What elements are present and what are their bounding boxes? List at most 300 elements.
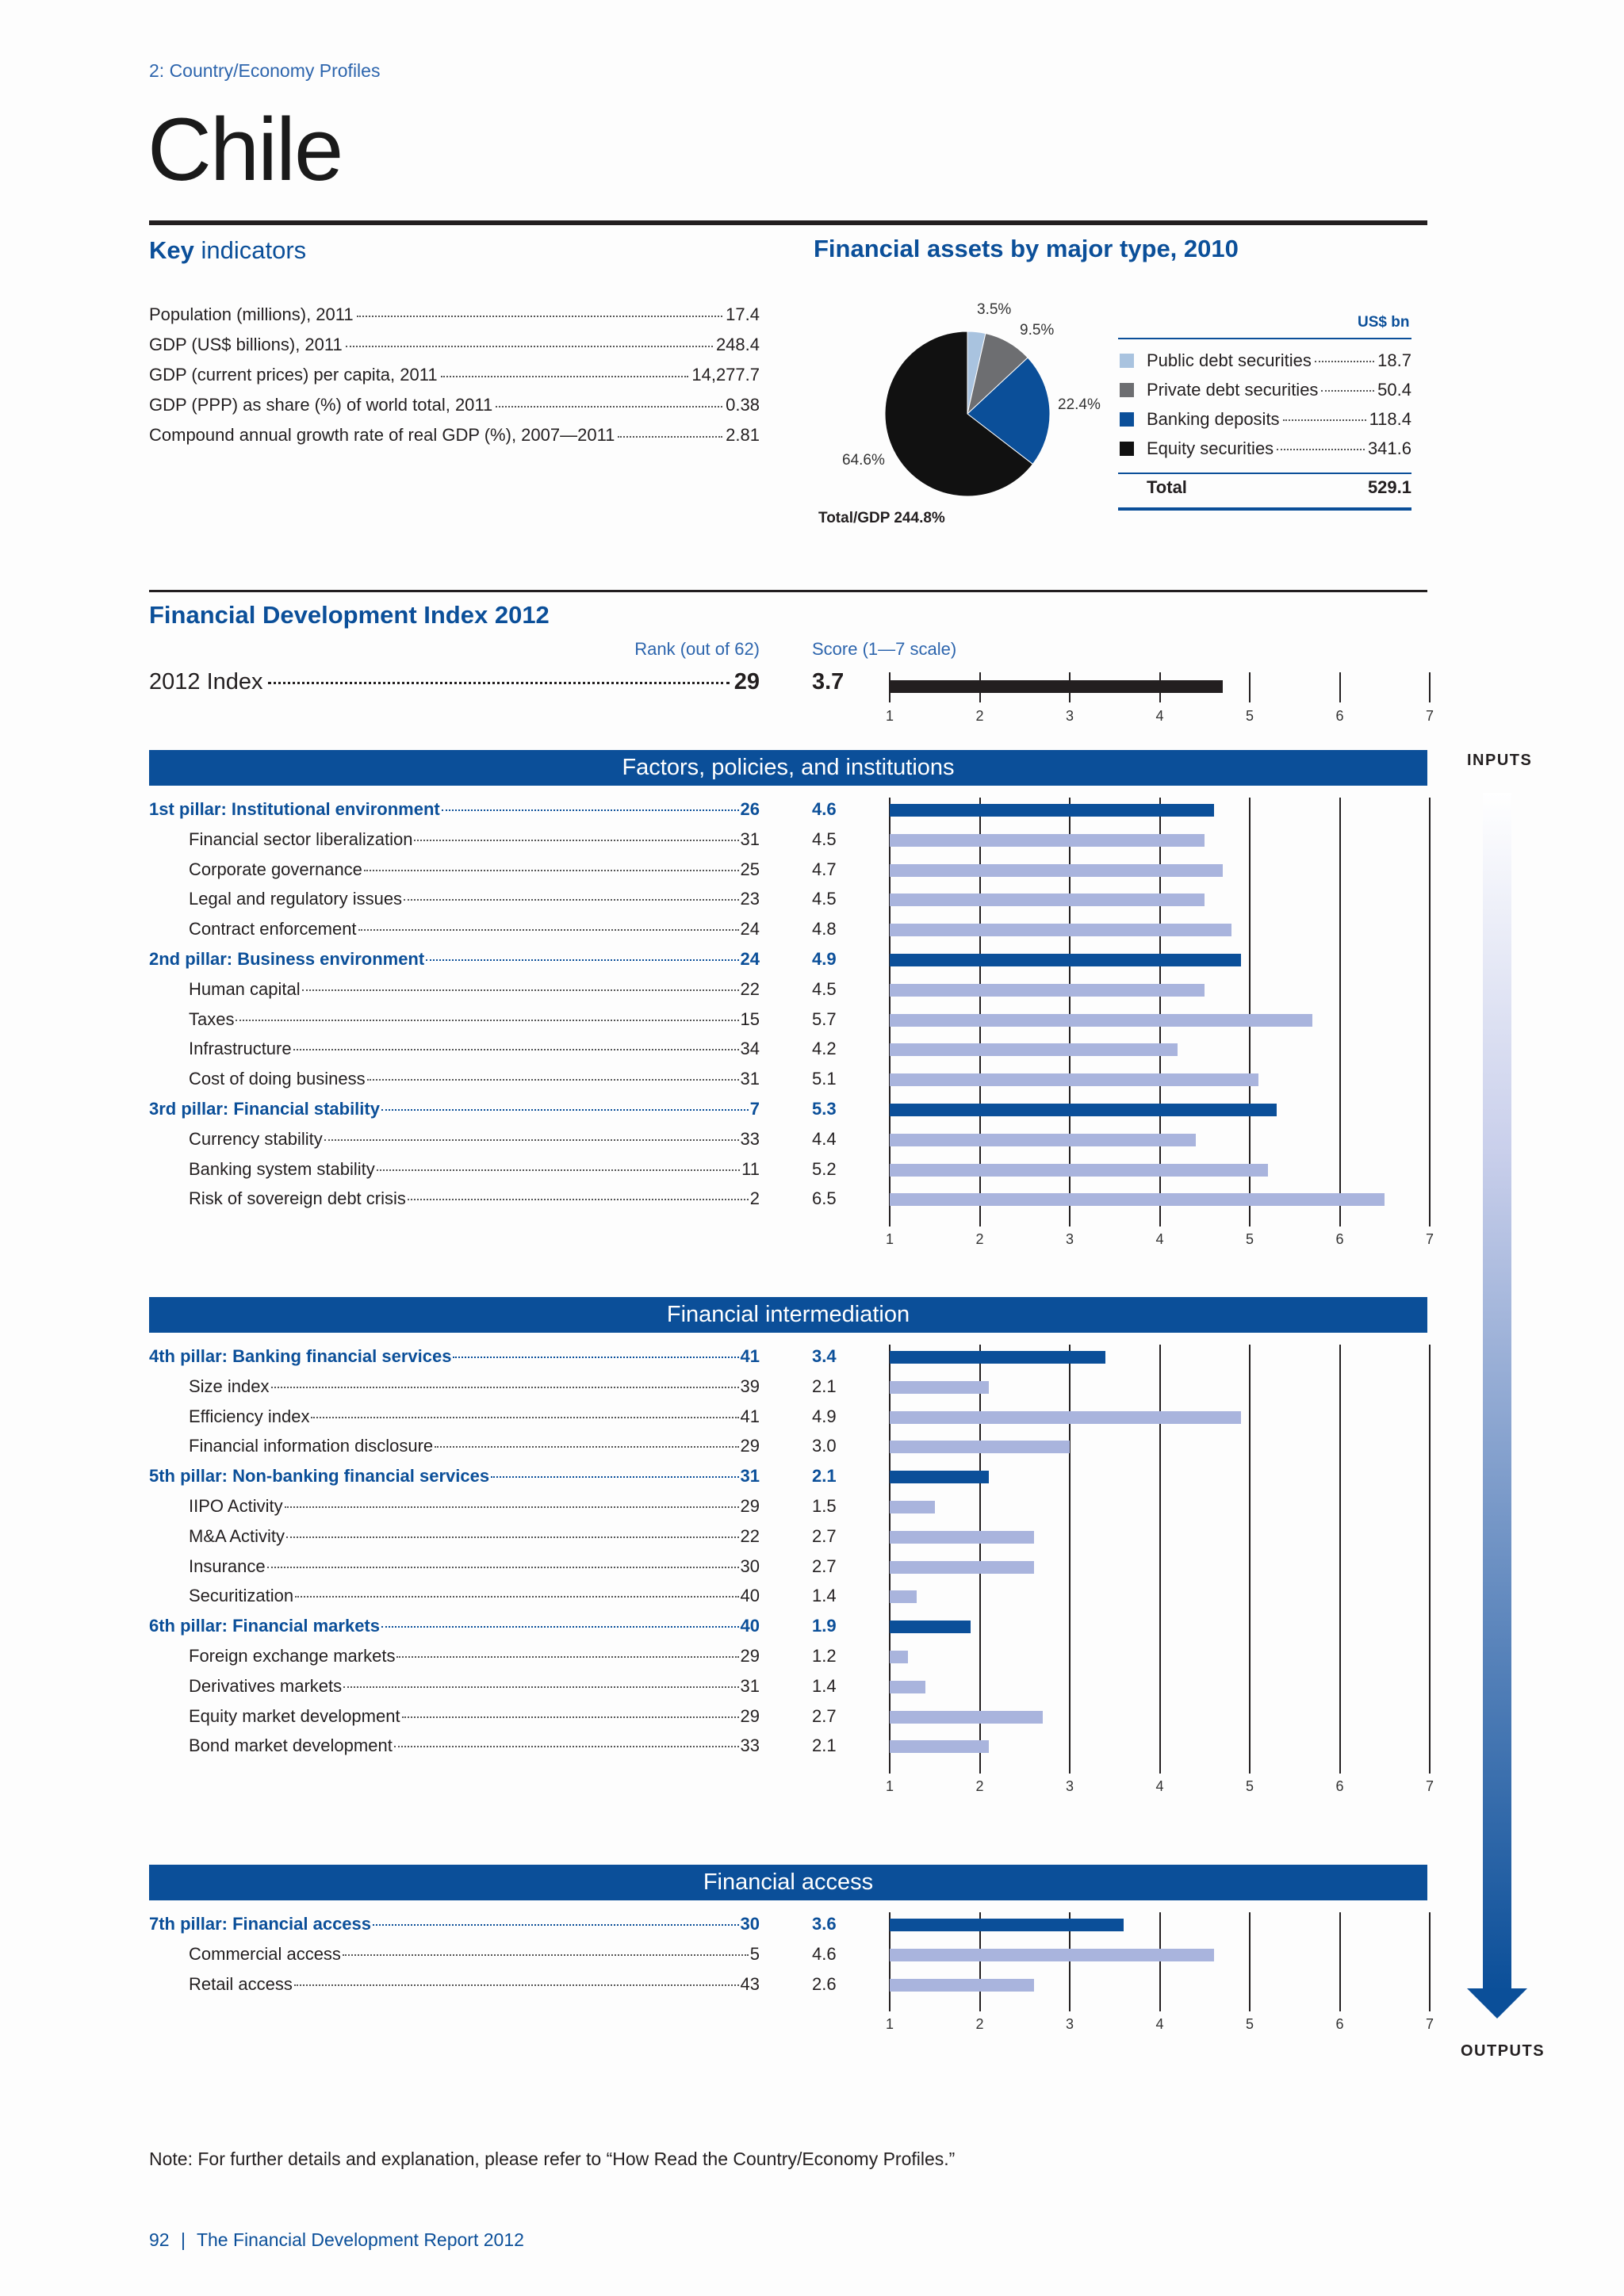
indicator-rank: 11 bbox=[741, 1158, 760, 1179]
section-gridline bbox=[979, 1345, 981, 1774]
indicator-score: 5.7 bbox=[812, 1008, 837, 1029]
pillar-label: 4th pillar: Banking financial services bbox=[149, 1346, 452, 1366]
indicator-row bbox=[149, 1436, 760, 1460]
legend-item bbox=[1120, 438, 1411, 459]
leader-dots bbox=[1283, 419, 1366, 421]
indicator-label: Banking system stability bbox=[189, 1158, 375, 1179]
section-tick-label: 4 bbox=[1155, 1778, 1164, 1795]
indicator-bar bbox=[890, 1043, 1178, 1056]
indicator-label: Human capital bbox=[189, 978, 301, 999]
indicator-row bbox=[149, 919, 760, 943]
score-header: Score (1—7 scale) bbox=[812, 639, 957, 659]
index-tick-label: 3 bbox=[1065, 708, 1074, 724]
pillar-score: 1.9 bbox=[812, 1616, 837, 1636]
indicator-score: 4.5 bbox=[812, 828, 837, 849]
leader-dots bbox=[346, 346, 713, 347]
leader-dots bbox=[358, 929, 739, 931]
indicator-score: 2.7 bbox=[812, 1705, 837, 1726]
pillar-row bbox=[149, 949, 760, 973]
legend-item bbox=[1120, 380, 1411, 400]
pie-label-equity: 64.6% bbox=[842, 452, 885, 469]
pillar-rank: 41 bbox=[740, 1346, 760, 1366]
index-tick-label: 5 bbox=[1245, 708, 1254, 724]
indicator-row bbox=[149, 1129, 760, 1153]
indicator-label: Insurance bbox=[189, 1556, 266, 1576]
indicator-row bbox=[149, 1586, 760, 1609]
pillar-score: 5.3 bbox=[812, 1099, 837, 1119]
pillar-row bbox=[149, 1099, 760, 1123]
indicator-bar bbox=[890, 1134, 1196, 1146]
leader-dots bbox=[377, 1169, 740, 1171]
indicator-bar bbox=[890, 1381, 989, 1394]
section-tick-label: 5 bbox=[1245, 1231, 1254, 1248]
section-tick-label: 5 bbox=[1245, 1778, 1254, 1795]
legend-bottom-rule bbox=[1118, 507, 1411, 511]
index-row bbox=[149, 669, 760, 695]
index-score: 3.7 bbox=[812, 669, 845, 695]
indicator-bar bbox=[890, 864, 1223, 877]
indicator-row bbox=[149, 1646, 760, 1670]
indicator-bar bbox=[890, 1561, 1034, 1574]
indicator-label: Foreign exchange markets bbox=[189, 1646, 396, 1666]
indicator-bar bbox=[890, 1014, 1312, 1027]
index-bar bbox=[890, 680, 1223, 693]
leader-dots bbox=[441, 376, 689, 377]
indicator-label: Financial information disclosure bbox=[189, 1436, 434, 1456]
key-indicator-value: 0.38 bbox=[726, 395, 760, 415]
key-indicator-value: 17.4 bbox=[726, 304, 760, 324]
pillar-bar bbox=[890, 1621, 971, 1633]
footer bbox=[149, 2229, 524, 2251]
pillar-score: 3.6 bbox=[812, 1914, 837, 1934]
indicator-rank: 31 bbox=[740, 828, 760, 849]
indicator-score: 2.7 bbox=[812, 1556, 837, 1576]
section-gridline bbox=[979, 798, 981, 1226]
leader-dots bbox=[271, 1387, 739, 1388]
indicator-score: 1.5 bbox=[812, 1496, 837, 1516]
key-indicator-label: GDP (PPP) as share (%) of world total, 2011 bbox=[149, 395, 493, 415]
leader-dots bbox=[286, 1536, 738, 1538]
section-tick-label: 1 bbox=[885, 1231, 894, 1248]
legend-swatch bbox=[1120, 383, 1134, 397]
indicator-label: M&A Activity bbox=[189, 1525, 285, 1546]
pillar-label: 7th pillar: Financial access bbox=[149, 1914, 372, 1934]
indicator-rank: 31 bbox=[740, 1069, 760, 1089]
key-indicator-value: 248.4 bbox=[715, 335, 760, 354]
indicator-row bbox=[149, 829, 760, 853]
pillar-row bbox=[149, 1616, 760, 1640]
indicator-rank: 22 bbox=[740, 978, 760, 999]
total-gdp-label: Total/GDP 244.8% bbox=[818, 510, 945, 526]
leader-dots bbox=[618, 436, 722, 438]
section-gridline bbox=[1249, 1912, 1251, 2011]
indicator-bar bbox=[890, 1979, 1034, 1992]
pillar-rank: 24 bbox=[740, 949, 760, 969]
indicator-row bbox=[149, 1735, 760, 1759]
leader-dots bbox=[1321, 390, 1374, 392]
index-label: 2012 Index bbox=[149, 669, 263, 695]
indicator-label: Efficiency index bbox=[189, 1406, 310, 1426]
key-indicator-value: 2.81 bbox=[726, 425, 760, 445]
pillar-bar bbox=[890, 804, 1214, 817]
indicator-bar bbox=[890, 924, 1231, 936]
pillar-bar bbox=[890, 954, 1241, 966]
indicator-label: Cost of doing business bbox=[189, 1069, 366, 1089]
section-band: Financial access bbox=[149, 1865, 1427, 1900]
indicator-row bbox=[149, 1159, 760, 1183]
section-gridline bbox=[1339, 1912, 1341, 2011]
indicator-bar bbox=[890, 1681, 925, 1693]
indicator-row bbox=[149, 1376, 760, 1400]
indicator-score: 4.5 bbox=[812, 889, 837, 909]
indicator-row bbox=[149, 1496, 760, 1520]
note: Note: For further details and explanation, please refer to “How Read the Country/Economy Profiles.” bbox=[149, 2149, 956, 2169]
indicator-row bbox=[149, 1009, 760, 1033]
indicator-rank: 40 bbox=[740, 1586, 760, 1606]
indicator-label: Financial sector liberalization bbox=[189, 828, 413, 849]
indicator-row bbox=[149, 1188, 760, 1212]
indicator-score: 5.1 bbox=[812, 1069, 837, 1089]
leader-dots bbox=[453, 1357, 738, 1358]
section-tick-label: 3 bbox=[1065, 2016, 1074, 2033]
indicator-rank: 33 bbox=[740, 1735, 760, 1756]
section-tick-label: 2 bbox=[975, 1778, 984, 1795]
leader-dots bbox=[295, 1596, 738, 1598]
section-gridline bbox=[1429, 1912, 1431, 2011]
leader-dots bbox=[435, 1446, 738, 1448]
section-tick-label: 1 bbox=[885, 1778, 894, 1795]
pillar-score: 2.1 bbox=[812, 1466, 837, 1487]
pillar-label: 1st pillar: Institutional environment bbox=[149, 799, 440, 819]
indicator-row bbox=[149, 1944, 760, 1968]
indicator-bar bbox=[890, 1651, 908, 1663]
leader-dots bbox=[396, 1656, 738, 1658]
pillar-label: 5th pillar: Non-banking financial services bbox=[149, 1466, 490, 1487]
indicator-row bbox=[149, 979, 760, 1003]
key-indicator-row bbox=[149, 365, 760, 385]
top-rule bbox=[149, 220, 1427, 225]
indicator-rank: 43 bbox=[740, 1973, 760, 1994]
pie-label-public-debt: 3.5% bbox=[977, 301, 1012, 318]
leader-dots bbox=[394, 1746, 739, 1747]
leader-dots bbox=[491, 1476, 738, 1478]
indicator-rank: 31 bbox=[740, 1675, 760, 1696]
indicator-score: 4.8 bbox=[812, 919, 837, 939]
indicator-label: Corporate governance bbox=[189, 859, 362, 879]
indicator-rank: 15 bbox=[740, 1008, 760, 1029]
indicator-rank: 25 bbox=[740, 859, 760, 879]
section-tick-label: 7 bbox=[1425, 1778, 1434, 1795]
footer-title: The Financial Development Report 2012 bbox=[196, 2229, 524, 2250]
indicator-rank: 5 bbox=[749, 1943, 760, 1964]
section-tick-label: 1 bbox=[885, 2016, 894, 2033]
legend-value: 341.6 bbox=[1367, 438, 1411, 458]
pie-label-banking-deposits: 22.4% bbox=[1058, 396, 1101, 413]
indicator-label: Risk of sovereign debt crisis bbox=[189, 1188, 406, 1209]
indicator-rank: 29 bbox=[740, 1705, 760, 1726]
section-tick-label: 6 bbox=[1335, 1231, 1344, 1248]
indicator-bar bbox=[890, 1949, 1214, 1961]
pillar-bar bbox=[890, 1471, 989, 1483]
pillar-rank: 31 bbox=[740, 1466, 760, 1487]
indicator-row bbox=[149, 1406, 760, 1430]
leader-dots bbox=[381, 1109, 749, 1111]
leader-dots bbox=[285, 1506, 739, 1508]
indicator-bar bbox=[890, 1164, 1268, 1177]
pillar-row bbox=[149, 799, 760, 823]
leader-dots bbox=[293, 1049, 739, 1050]
section-gridline bbox=[1249, 1345, 1251, 1774]
indicator-rank: 33 bbox=[740, 1128, 760, 1149]
indicator-score: 4.5 bbox=[812, 978, 837, 999]
section-gridline bbox=[1159, 1912, 1161, 2011]
pillar-bar bbox=[890, 1104, 1277, 1116]
leader-dots bbox=[302, 989, 739, 991]
key-indicators-title bbox=[149, 236, 306, 265]
section-tick-label: 6 bbox=[1335, 2016, 1344, 2033]
section-gridline bbox=[1429, 1345, 1431, 1774]
legend-value: 118.4 bbox=[1369, 409, 1411, 429]
section-tick-label: 3 bbox=[1065, 1778, 1074, 1795]
indicator-rank: 22 bbox=[740, 1525, 760, 1546]
indicator-score: 2.6 bbox=[812, 1973, 837, 1994]
leader-dots bbox=[381, 1626, 739, 1628]
section-gridline bbox=[1159, 798, 1161, 1226]
indicator-rank: 24 bbox=[740, 919, 760, 939]
indicator-bar bbox=[890, 1740, 989, 1753]
key-indicator-row bbox=[149, 335, 760, 355]
indicator-row bbox=[149, 1526, 760, 1550]
section-band: Financial intermediation bbox=[149, 1297, 1427, 1333]
indicator-bar bbox=[890, 1073, 1258, 1086]
section-tick-label: 5 bbox=[1245, 2016, 1254, 2033]
indicator-rank: 29 bbox=[740, 1496, 760, 1516]
inputs-label: INPUTS bbox=[1467, 752, 1533, 769]
pillar-label: 2nd pillar: Business environment bbox=[149, 949, 425, 969]
leader-dots bbox=[367, 1079, 739, 1081]
section-tick-label: 3 bbox=[1065, 1231, 1074, 1248]
legend-swatch bbox=[1120, 442, 1134, 456]
legend-label: Equity securities bbox=[1147, 438, 1274, 458]
section-tick-label: 6 bbox=[1335, 1778, 1344, 1795]
pillar-rank: 7 bbox=[749, 1099, 760, 1119]
leader-dots bbox=[1315, 361, 1374, 362]
section-tick-label: 7 bbox=[1425, 1231, 1434, 1248]
leader-dots bbox=[1277, 449, 1365, 450]
indicator-score: 1.4 bbox=[812, 1586, 837, 1606]
indicator-bar bbox=[890, 1711, 1043, 1724]
indicator-label: Legal and regulatory issues bbox=[189, 889, 403, 909]
index-tick-label: 7 bbox=[1425, 708, 1434, 724]
inputs-outputs-arrow-icon bbox=[1467, 793, 1527, 2030]
legend-item bbox=[1120, 350, 1411, 371]
indicator-rank: 41 bbox=[740, 1406, 760, 1426]
footer-separator: | bbox=[180, 2229, 186, 2250]
indicator-label: Equity market development bbox=[189, 1705, 400, 1726]
leader-dots bbox=[267, 1567, 739, 1568]
indicator-score: 2.1 bbox=[812, 1376, 837, 1396]
outputs-label: OUTPUTS bbox=[1461, 2042, 1545, 2060]
leader-dots bbox=[364, 870, 739, 871]
indicator-bar bbox=[890, 1501, 935, 1513]
section-tick-label: 4 bbox=[1155, 2016, 1164, 2033]
indicator-label: Infrastructure bbox=[189, 1039, 292, 1059]
pillar-rank: 26 bbox=[740, 799, 760, 819]
indicator-score: 4.6 bbox=[812, 1943, 837, 1964]
indicator-row bbox=[149, 1039, 760, 1062]
indicator-label: Size index bbox=[189, 1376, 270, 1396]
pillar-bar bbox=[890, 1351, 1105, 1364]
indicator-score: 4.9 bbox=[812, 1406, 837, 1426]
leader-dots bbox=[311, 1417, 738, 1418]
financial-assets-pie-chart bbox=[880, 327, 1055, 501]
indicator-label: Taxes bbox=[189, 1008, 235, 1029]
indicator-score: 3.0 bbox=[812, 1436, 837, 1456]
legend-value: 18.7 bbox=[1377, 350, 1411, 370]
key-indicators-title-rest: indicators bbox=[201, 236, 307, 264]
legend-swatch bbox=[1120, 354, 1134, 368]
indicator-label: Currency stability bbox=[189, 1128, 323, 1149]
index-tick-label: 1 bbox=[885, 708, 894, 724]
leader-dots bbox=[373, 1924, 739, 1926]
indicator-bar bbox=[890, 1411, 1241, 1424]
index-tick-label: 4 bbox=[1155, 708, 1164, 724]
leader-dots bbox=[408, 1199, 749, 1200]
indicator-bar bbox=[890, 1531, 1034, 1544]
leader-dots bbox=[324, 1139, 739, 1141]
section-gridline bbox=[1069, 1345, 1071, 1774]
pillar-score: 4.9 bbox=[812, 949, 837, 969]
pillar-rank: 40 bbox=[740, 1616, 760, 1636]
pillar-label: 6th pillar: Financial markets bbox=[149, 1616, 380, 1636]
index-gridline bbox=[1429, 672, 1431, 702]
indicator-rank: 39 bbox=[740, 1376, 760, 1396]
section-gridline bbox=[1339, 1345, 1341, 1774]
indicator-score: 5.2 bbox=[812, 1158, 837, 1179]
pillar-row bbox=[149, 1466, 760, 1490]
key-indicators-title-bold: Key bbox=[149, 236, 194, 264]
section-band: Factors, policies, and institutions bbox=[149, 750, 1427, 786]
indicator-row bbox=[149, 1974, 760, 1998]
legend-top-rule bbox=[1118, 338, 1411, 339]
section-gridline bbox=[889, 798, 891, 1226]
leader-dots bbox=[426, 959, 738, 961]
indicator-bar bbox=[890, 834, 1205, 847]
indicator-label: Retail access bbox=[189, 1973, 293, 1994]
fdi-title: Financial Development Index 2012 bbox=[149, 601, 550, 629]
indicator-row bbox=[149, 1069, 760, 1093]
index-gridline bbox=[1249, 672, 1251, 702]
section-gridline bbox=[1069, 798, 1071, 1226]
rank-header: Rank (out of 62) bbox=[634, 639, 760, 659]
key-indicator-label: Compound annual growth rate of real GDP (%), 2007—2011 bbox=[149, 425, 615, 445]
legend-label: Public debt securities bbox=[1147, 350, 1312, 370]
legend-total-value: 529.1 bbox=[1367, 477, 1411, 497]
indicator-label: Derivatives markets bbox=[189, 1675, 343, 1696]
indicator-score: 4.7 bbox=[812, 859, 837, 879]
indicator-rank: 30 bbox=[740, 1556, 760, 1576]
pillar-row bbox=[149, 1346, 760, 1370]
fdi-rule bbox=[149, 590, 1427, 592]
page-number: 92 bbox=[149, 2229, 170, 2250]
leader-dots bbox=[496, 406, 722, 408]
section-gridline bbox=[1429, 798, 1431, 1226]
indicator-bar bbox=[890, 1590, 917, 1603]
indicator-score: 4.2 bbox=[812, 1039, 837, 1059]
leader-dots bbox=[236, 1020, 738, 1021]
section-tick-label: 2 bbox=[975, 2016, 984, 2033]
key-indicator-row bbox=[149, 304, 760, 325]
key-indicator-row bbox=[149, 395, 760, 415]
indicator-row bbox=[149, 889, 760, 913]
indicator-label: Securitization bbox=[189, 1586, 294, 1606]
indicator-row bbox=[149, 859, 760, 883]
index-tick-label: 2 bbox=[975, 708, 984, 724]
section-tick-label: 4 bbox=[1155, 1231, 1164, 1248]
pillar-row bbox=[149, 1914, 760, 1938]
section-gridline bbox=[889, 1345, 891, 1774]
indicator-rank: 29 bbox=[740, 1436, 760, 1456]
key-indicator-label: GDP (US$ billions), 2011 bbox=[149, 335, 343, 354]
legend-total-rule bbox=[1118, 473, 1411, 474]
legend-label: Banking deposits bbox=[1147, 409, 1280, 429]
index-tick-label: 6 bbox=[1335, 708, 1344, 724]
indicator-label: Contract enforcement bbox=[189, 919, 357, 939]
indicator-bar bbox=[890, 984, 1205, 997]
section-tick-label: 7 bbox=[1425, 2016, 1434, 2033]
pie-label-private-debt: 9.5% bbox=[1020, 322, 1055, 339]
leader-dots bbox=[402, 1716, 739, 1718]
pillar-label: 3rd pillar: Financial stability bbox=[149, 1099, 380, 1119]
legend-total-label: Total bbox=[1147, 477, 1187, 497]
leader-dots bbox=[294, 1984, 739, 1986]
indicator-bar bbox=[890, 1441, 1070, 1453]
indicator-row bbox=[149, 1706, 760, 1730]
page-title: Chile bbox=[147, 100, 343, 199]
indicator-score: 2.1 bbox=[812, 1735, 837, 1756]
indicator-row bbox=[149, 1676, 760, 1700]
leader-dots bbox=[414, 840, 738, 841]
indicator-rank: 29 bbox=[740, 1646, 760, 1666]
unit-label: US$ bn bbox=[1358, 314, 1410, 331]
key-indicator-value: 14,277.7 bbox=[691, 365, 760, 385]
indicator-score: 2.7 bbox=[812, 1525, 837, 1546]
leader-dots bbox=[404, 899, 738, 901]
key-indicator-label: Population (millions), 2011 bbox=[149, 304, 354, 324]
pillar-bar bbox=[890, 1919, 1124, 1931]
indicator-score: 1.2 bbox=[812, 1646, 837, 1666]
pillar-score: 3.4 bbox=[812, 1346, 837, 1366]
indicator-score: 6.5 bbox=[812, 1188, 837, 1209]
indicator-score: 1.4 bbox=[812, 1675, 837, 1696]
indicator-bar bbox=[890, 1193, 1385, 1206]
financial-assets-title: Financial assets by major type, 2010 bbox=[814, 235, 1239, 262]
section-tick-label: 2 bbox=[975, 1231, 984, 1248]
indicator-label: Commercial access bbox=[189, 1943, 341, 1964]
legend-item bbox=[1120, 409, 1411, 430]
indicator-score: 4.4 bbox=[812, 1128, 837, 1149]
indicator-bar bbox=[890, 894, 1205, 906]
indicator-rank: 23 bbox=[740, 889, 760, 909]
section-gridline bbox=[1339, 798, 1341, 1226]
pillar-score: 4.6 bbox=[812, 799, 837, 819]
legend-label: Private debt securities bbox=[1147, 380, 1319, 400]
breadcrumb[interactable]: 2: Country/Economy Profiles bbox=[149, 60, 381, 81]
section-gridline bbox=[1159, 1345, 1161, 1774]
key-indicator-label: GDP (current prices) per capita, 2011 bbox=[149, 365, 438, 385]
leader-dots bbox=[343, 1954, 749, 1956]
pillar-rank: 30 bbox=[740, 1914, 760, 1934]
